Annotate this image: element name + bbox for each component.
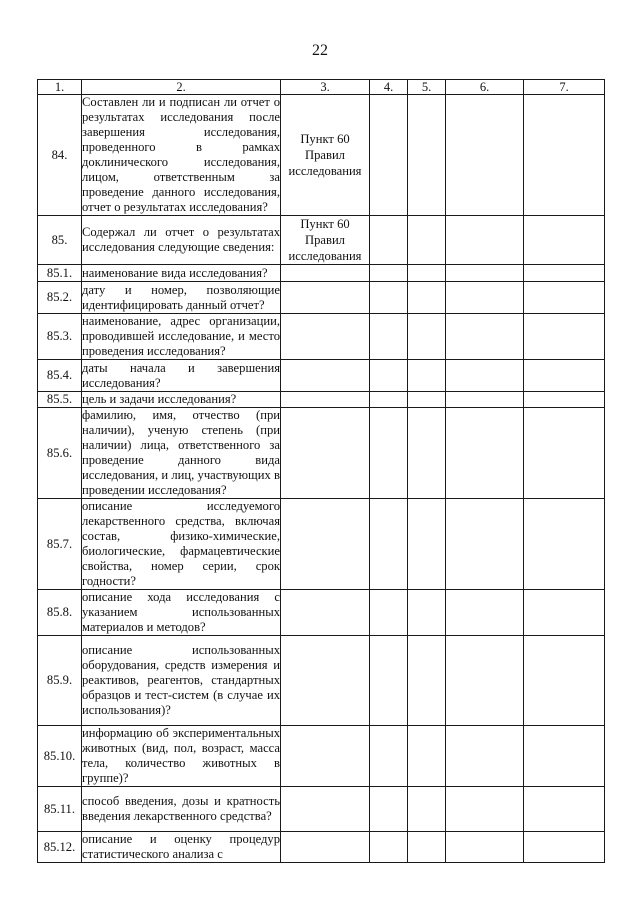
row-cell-6 — [446, 265, 524, 282]
row-reference — [281, 408, 370, 499]
header-col-3: 3. — [281, 80, 370, 95]
row-question: описание исследуемого лекарственного средства, включая состав, физико-химические, биологические, фармацевтические свойства, номер серии, срок годности? — [82, 499, 280, 588]
row-number: 85.2. — [38, 282, 82, 314]
row-number: 85.4. — [38, 360, 82, 392]
row-cell-4 — [370, 314, 408, 360]
table-row — [38, 726, 605, 787]
row-cell-4 — [370, 216, 408, 265]
row-cell-4 — [370, 636, 408, 726]
row-cell-7 — [524, 216, 605, 265]
row-number: 85.6. — [38, 408, 82, 499]
row-cell-6 — [446, 590, 524, 636]
table-row — [38, 392, 605, 408]
row-cell-4 — [370, 726, 408, 787]
row-cell-4 — [370, 282, 408, 314]
table-row — [38, 265, 605, 282]
row-question: цель и задачи исследования? — [82, 392, 281, 408]
row-reference: Пункт 60 Правил исследования — [281, 216, 370, 265]
row-question: описание хода исследования с указанием использованных материалов и методов? — [82, 590, 280, 634]
row-cell-4 — [370, 590, 408, 636]
row-number: 85.1. — [38, 265, 82, 282]
row-cell-7 — [524, 282, 605, 314]
row-cell-4 — [370, 392, 408, 408]
row-cell-6 — [446, 392, 524, 408]
row-reference — [281, 360, 370, 392]
row-cell-5 — [408, 265, 446, 282]
row-cell-4 — [370, 787, 408, 832]
row-cell-5 — [408, 314, 446, 360]
row-cell-5 — [408, 787, 446, 832]
table-row — [38, 216, 605, 265]
table-row — [38, 636, 605, 726]
row-cell-5 — [408, 216, 446, 265]
row-cell-5 — [408, 408, 446, 499]
row-cell-7 — [524, 95, 605, 216]
row-cell-7 — [524, 360, 605, 392]
row-cell-6 — [446, 636, 524, 726]
table-row — [38, 408, 605, 499]
header-col-1: 1. — [38, 80, 82, 95]
table-row — [38, 282, 605, 314]
row-reference — [281, 282, 370, 314]
row-cell-4 — [370, 360, 408, 392]
row-number: 85.12. — [38, 832, 82, 863]
row-cell-5 — [408, 360, 446, 392]
row-cell-6 — [446, 408, 524, 499]
row-cell-4 — [370, 95, 408, 216]
row-cell-4 — [370, 265, 408, 282]
row-cell-5 — [408, 590, 446, 636]
row-reference — [281, 499, 370, 590]
row-cell-6 — [446, 95, 524, 216]
row-cell-7 — [524, 499, 605, 590]
row-question: Составлен ли и подписан ли отчет о результатах исследования после завершения исследования, проведенного в рамках доклинического исследования, лицом, ответственным за проведение данного исследования, отчет о результатах исследования? — [82, 95, 280, 214]
table-row — [38, 314, 605, 360]
row-cell-6 — [446, 360, 524, 392]
row-cell-4 — [370, 832, 408, 863]
row-reference — [281, 832, 370, 863]
row-cell-7 — [524, 832, 605, 863]
header-col-6: 6. — [446, 80, 524, 95]
row-question: информацию об экспериментальных животных (вид, пол, возраст, масса тела, количество животных в группе)? — [82, 726, 280, 785]
row-question: наименование вида исследования? — [82, 265, 281, 282]
page-number: 22 — [312, 42, 328, 59]
row-reference — [281, 590, 370, 636]
row-reference — [281, 265, 370, 282]
table-row — [38, 787, 605, 832]
row-cell-7 — [524, 787, 605, 832]
row-number: 85.9. — [38, 636, 82, 726]
header-col-7: 7. — [524, 80, 605, 95]
row-cell-6 — [446, 726, 524, 787]
row-cell-6 — [446, 314, 524, 360]
table-row — [38, 360, 605, 392]
row-reference — [281, 636, 370, 726]
row-question: даты начала и завершения исследования? — [82, 360, 280, 390]
row-number: 85.3. — [38, 314, 82, 360]
row-question: дату и номер, позволяющие идентифицировать данный отчет? — [82, 282, 280, 312]
row-cell-5 — [408, 282, 446, 314]
row-cell-6 — [446, 216, 524, 265]
row-cell-5 — [408, 392, 446, 408]
checklist-table — [37, 79, 605, 863]
row-cell-5 — [408, 95, 446, 216]
table-row — [38, 95, 605, 216]
row-cell-4 — [370, 408, 408, 499]
row-number: 85.11. — [38, 787, 82, 832]
row-reference — [281, 726, 370, 787]
row-question: описание использованных оборудования, средств измерения и реактивов, реагентов, стандартных образцов и тест-систем (в случае их использования)? — [82, 636, 281, 726]
row-number: 85.8. — [38, 590, 82, 636]
header-col-2: 2. — [82, 80, 281, 95]
row-question: способ введения, дозы и кратность введения лекарственного средства? — [82, 787, 281, 832]
row-cell-5 — [408, 499, 446, 590]
row-cell-7 — [524, 392, 605, 408]
row-number: 85.10. — [38, 726, 82, 787]
row-question: описание и оценку процедур статистического анализа с — [82, 832, 280, 861]
row-cell-4 — [370, 499, 408, 590]
row-reference — [281, 787, 370, 832]
row-cell-7 — [524, 590, 605, 636]
row-cell-5 — [408, 726, 446, 787]
row-reference: Пункт 60 Правил исследования — [281, 95, 370, 216]
row-cell-6 — [446, 499, 524, 590]
table-row — [38, 590, 605, 636]
row-cell-6 — [446, 787, 524, 832]
row-cell-7 — [524, 726, 605, 787]
header-col-4: 4. — [370, 80, 408, 95]
row-number: 85. — [38, 216, 82, 265]
row-cell-5 — [408, 636, 446, 726]
row-cell-6 — [446, 832, 524, 863]
row-cell-7 — [524, 314, 605, 360]
row-question: Содержал ли отчет о результатах исследования следующие сведения: — [82, 216, 281, 265]
row-question: наименование, адрес организации, проводившей исследование, и место проведения исследования? — [82, 314, 280, 358]
row-cell-5 — [408, 832, 446, 863]
table-row — [38, 832, 605, 863]
row-cell-7 — [524, 636, 605, 726]
row-reference — [281, 314, 370, 360]
header-col-5: 5. — [408, 80, 446, 95]
row-cell-6 — [446, 282, 524, 314]
row-cell-7 — [524, 265, 605, 282]
table-row — [38, 499, 605, 590]
row-number: 85.5. — [38, 392, 82, 408]
row-cell-7 — [524, 408, 605, 499]
row-reference — [281, 392, 370, 408]
row-question: фамилию, имя, отчество (при наличии), ученую степень (при наличии) лица, ответственного за проведение данного вида исследования, и лиц, участвующих в проведении исследования? — [82, 408, 280, 497]
row-number: 85.7. — [38, 499, 82, 590]
header-row — [38, 80, 605, 95]
row-number: 84. — [38, 95, 82, 216]
